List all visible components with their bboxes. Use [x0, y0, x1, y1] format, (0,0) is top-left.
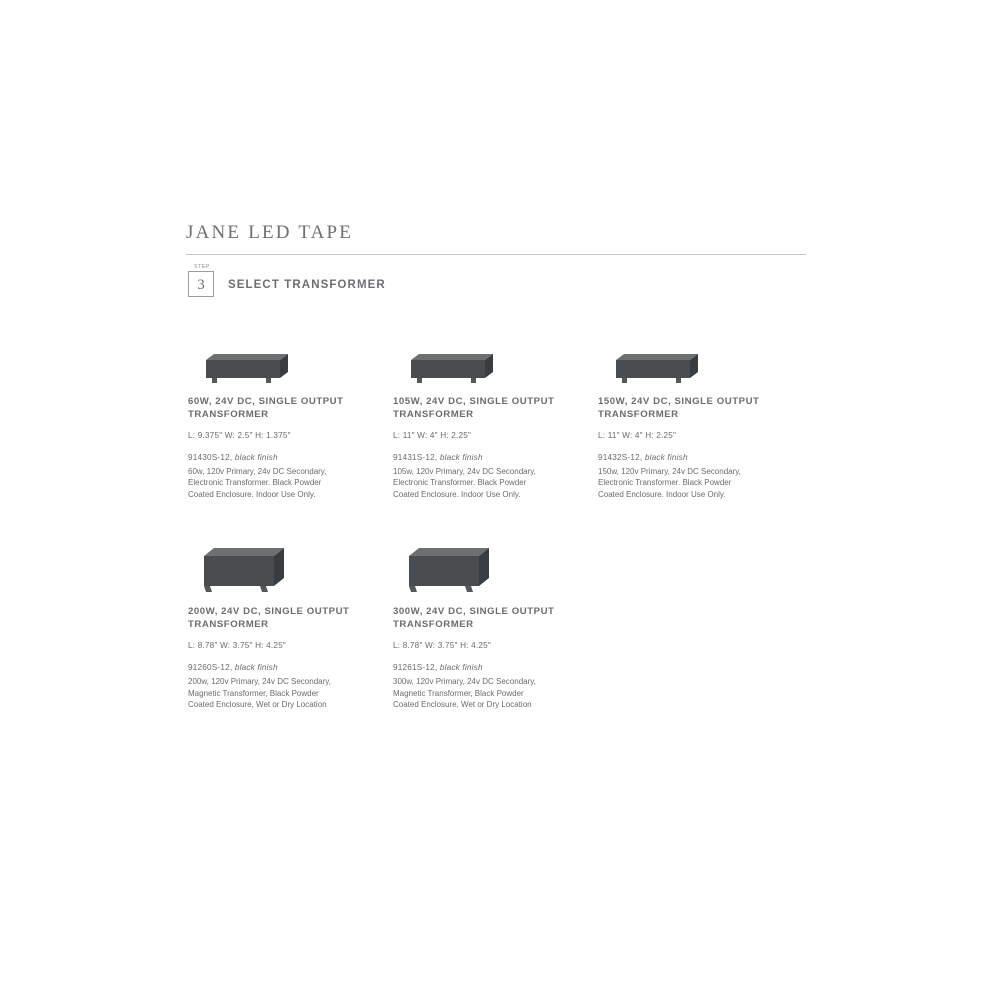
step-word: STEP: [194, 264, 210, 270]
product-dimensions: L: 8.78" W: 3.75" H: 4.25": [188, 641, 286, 651]
product-dimensions: L: 11" W: 4" H: 2.25": [598, 431, 677, 440]
product-description: 300w, 120v Primary, 24v DC Secondary, Magnetic Transformer, Black Powder Coated Enclosure, Wet or Dry Location: [393, 677, 536, 710]
product-image: [598, 318, 801, 390]
header-divider: [186, 254, 806, 255]
product-card: [598, 318, 801, 500]
product-title: 105W, 24V DC, SINGLE OUTPUT TRANSFORMER: [393, 396, 555, 420]
product-card: [188, 528, 391, 710]
transformer-box-flat-icon: [606, 346, 702, 390]
transformer-box-flat-icon: [401, 346, 497, 390]
step-indicator: [188, 264, 386, 297]
product-dimensions: L: 9.375" W: 2.5" H: 1.375": [188, 431, 291, 440]
product-row: [188, 318, 828, 500]
product-title: 60W, 24V DC, SINGLE OUTPUT TRANSFORMER: [188, 396, 344, 420]
transformer-box-flat-icon: [196, 346, 292, 390]
sku-code: 91260S-12,: [188, 663, 233, 673]
product-card: [393, 318, 596, 500]
product-sku: [188, 663, 391, 672]
product-title: 300W, 24V DC, SINGLE OUTPUT TRANSFORMER: [393, 606, 555, 630]
product-image: [188, 528, 391, 600]
sku-finish: black finish: [439, 453, 483, 462]
product-title: 150W, 24V DC, SINGLE OUTPUT TRANSFORMER: [598, 396, 760, 420]
product-description: 150w, 120v Primary, 24v DC Secondary, Electronic Transformer. Black Powder Coated Enclosure. Indoor Use Only.: [598, 467, 741, 499]
sku-code: 91432S-12,: [598, 453, 643, 462]
sku-finish: black finish: [644, 453, 688, 462]
product-description: 105w, 120v Primary, 24v DC Secondary, Electronic Transformer. Black Powder Coated Enclosure. Indoor Use Only.: [393, 467, 536, 499]
step-badge: [188, 264, 216, 297]
product-sku: [393, 663, 596, 672]
product-title: 200W, 24V DC, SINGLE OUTPUT TRANSFORMER: [188, 606, 350, 630]
product-row: [188, 528, 828, 710]
page-header: [186, 222, 806, 255]
step-number: 3: [188, 271, 214, 297]
step-label: SELECT TRANSFORMER: [228, 279, 386, 291]
product-card: [393, 528, 596, 710]
product-description: 200w, 120v Primary, 24v DC Secondary, Magnetic Transformer, Black Powder Coated Enclosure, Wet or Dry Location: [188, 677, 331, 710]
transformer-box-tall-icon: [401, 540, 497, 600]
sku-finish: black finish: [234, 453, 278, 462]
product-description: 60w, 120v Primary, 24v DC Secondary, Electronic Transformer. Black Powder Coated Enclosure. Indoor Use Only.: [188, 467, 327, 499]
sku-code: 91261S-12,: [393, 663, 438, 673]
product-card-empty: [598, 528, 801, 710]
product-image: [188, 318, 391, 390]
page-title: JANE LED TAPE: [186, 222, 354, 243]
sku-code: 91431S-12,: [393, 453, 438, 462]
sku-finish: black finish: [234, 663, 278, 673]
product-image: [393, 528, 596, 600]
product-dimensions: L: 8.78" W: 3.75" H: 4.25": [393, 641, 491, 651]
product-dimensions: L: 11" W: 4" H: 2.25": [393, 431, 472, 440]
product-sku: [598, 453, 801, 462]
product-sku: [393, 453, 596, 462]
product-image: [393, 318, 596, 390]
product-grid: [188, 318, 828, 710]
sku-finish: black finish: [439, 663, 483, 673]
product-card: [188, 318, 391, 500]
transformer-box-tall-icon: [196, 540, 292, 600]
sku-code: 91430S-12,: [188, 453, 233, 462]
product-sku: [188, 453, 391, 462]
